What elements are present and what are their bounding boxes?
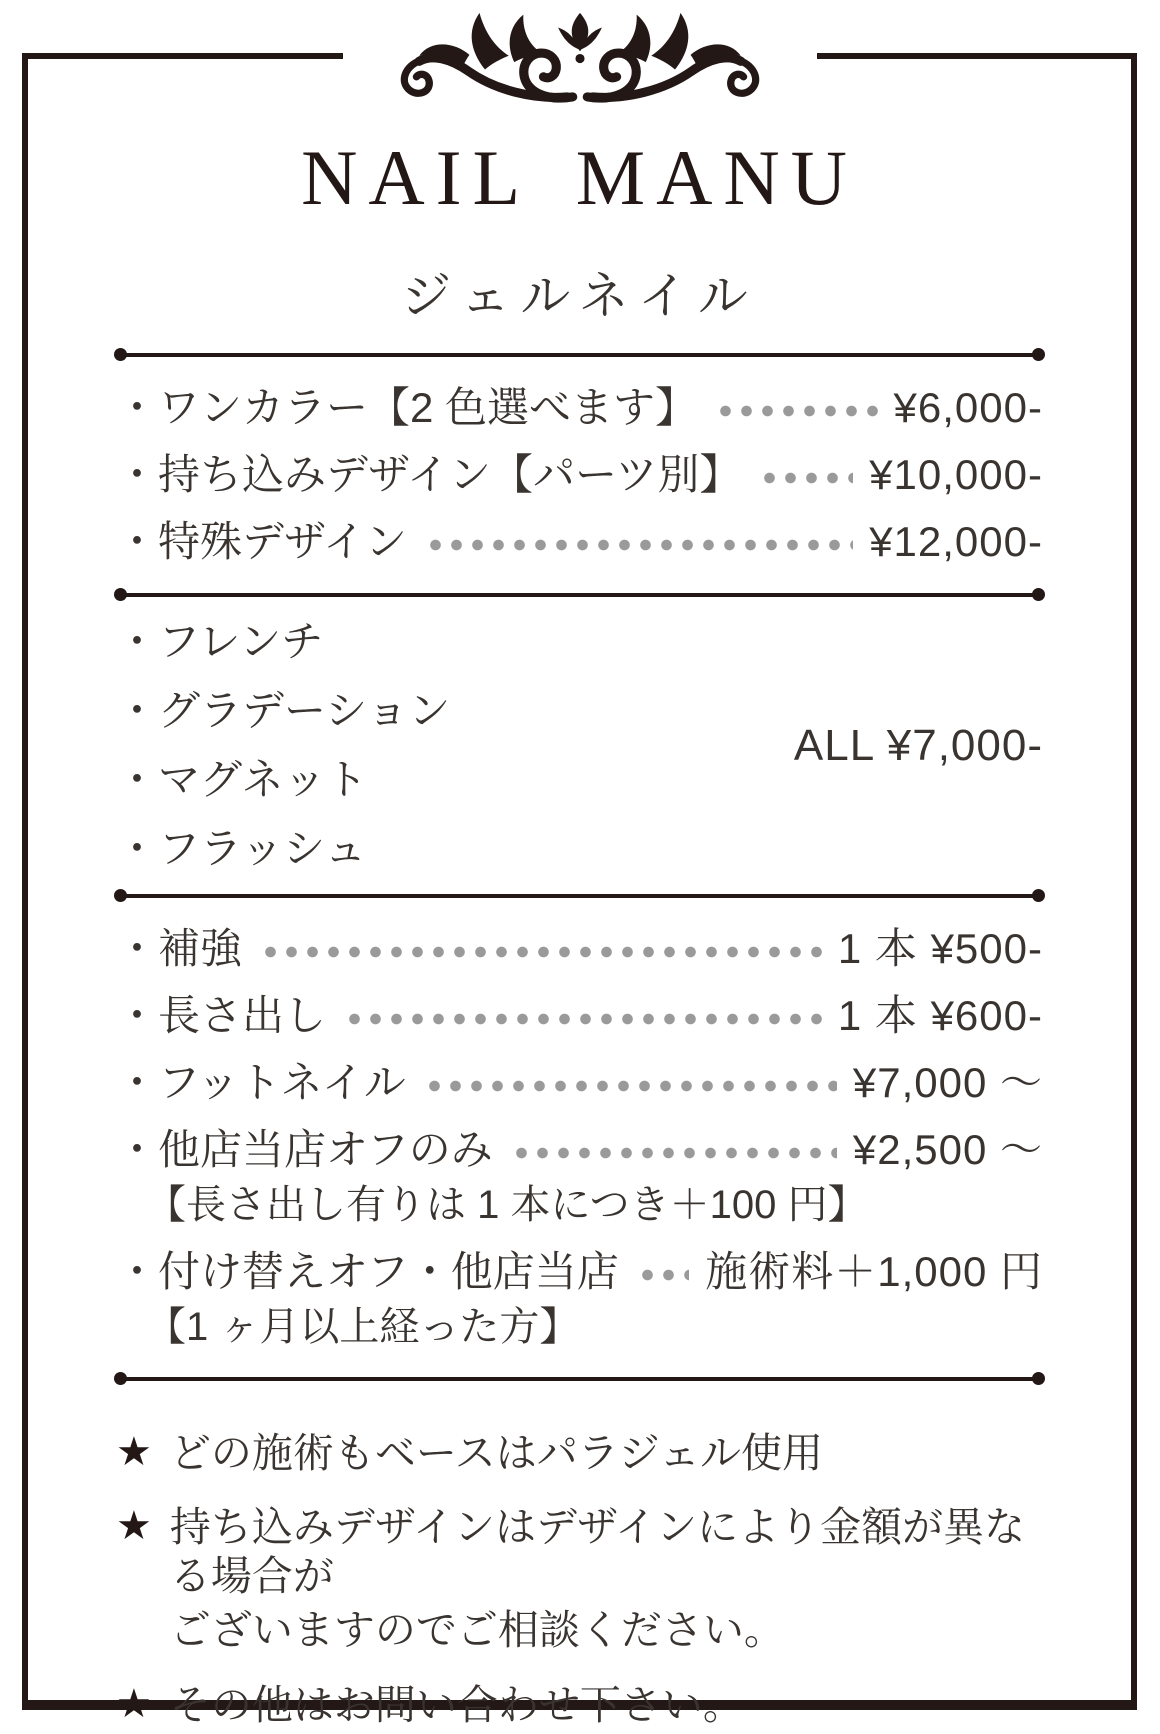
footnotes bbox=[116, 1381, 1043, 1729]
menu-item-row bbox=[116, 618, 794, 665]
dotted-leader bbox=[260, 946, 822, 958]
star-icon: ★ bbox=[116, 1681, 152, 1726]
price-section-all-7000 bbox=[116, 597, 1043, 894]
page-border-frame bbox=[22, 53, 1137, 1728]
item-price: ¥2,500 ～ bbox=[852, 1126, 1043, 1173]
item-price: 1 本 ¥600- bbox=[837, 992, 1043, 1039]
star-icon: ★ bbox=[116, 1430, 152, 1474]
item-label: ・フットネイル bbox=[116, 1059, 406, 1106]
menu-item-row bbox=[116, 1059, 1043, 1106]
footnote-row bbox=[116, 1681, 1043, 1729]
price-section-basic bbox=[116, 357, 1043, 593]
item-label: ・フラッシュ bbox=[116, 825, 367, 872]
dotted-leader bbox=[759, 472, 853, 484]
item-price: ¥7,000 ～ bbox=[852, 1059, 1043, 1106]
item-price: 施術料＋1,000 円 bbox=[705, 1248, 1043, 1295]
item-note: 【1 ヶ月以上経った方】 bbox=[146, 1305, 580, 1349]
item-label: ・持ち込みデザイン【パーツ別】 bbox=[116, 451, 742, 498]
design-list bbox=[116, 618, 794, 872]
item-label: ・長さ出し bbox=[116, 992, 327, 1039]
item-price: ¥6,000- bbox=[893, 384, 1043, 431]
all-items-price: ALL ¥7,000- bbox=[793, 720, 1043, 770]
item-label: ・フレンチ bbox=[116, 618, 324, 665]
dotted-leader bbox=[424, 1080, 837, 1092]
item-label: ・グラデーション bbox=[116, 687, 451, 734]
menu-item-row bbox=[116, 1248, 1043, 1295]
footnote-row bbox=[116, 1429, 1043, 1477]
dotted-leader bbox=[425, 539, 853, 551]
dotted-leader bbox=[511, 1147, 837, 1159]
item-note: 【長さ出し有りは 1 本につき＋100 円】 bbox=[146, 1183, 868, 1227]
section-divider bbox=[116, 1377, 1043, 1381]
footnote-text: 持ち込みデザインはデザインにより金額が異なる場合が ございますのでご相談ください。 bbox=[169, 1504, 1026, 1654]
menu-item-row bbox=[116, 384, 1043, 431]
item-label: ・他店当店オフのみ bbox=[116, 1126, 493, 1173]
item-label: ・特殊デザイン bbox=[116, 518, 408, 565]
footnote-text: どの施術もベースはパラジェル使用 bbox=[169, 1430, 823, 1476]
menu-item-row bbox=[116, 825, 794, 872]
item-label: ・ワンカラー【2 色選べます】 bbox=[116, 384, 698, 431]
item-label: ・補強 bbox=[116, 925, 243, 972]
item-price: 1 本 ¥500- bbox=[837, 925, 1043, 972]
dotted-leader bbox=[715, 405, 878, 417]
menu-item-row bbox=[116, 1126, 1043, 1173]
menu-item-row bbox=[116, 518, 1043, 565]
menu-item-row bbox=[116, 992, 1043, 1039]
price-section-options bbox=[116, 898, 1043, 1377]
menu-item-row bbox=[116, 687, 794, 734]
menu-item-row bbox=[116, 451, 1043, 498]
menu-item-row bbox=[116, 925, 1043, 972]
section-divider bbox=[116, 353, 1043, 357]
star-icon: ★ bbox=[116, 1504, 152, 1549]
item-label: ・マグネット bbox=[116, 756, 368, 803]
dotted-leader bbox=[344, 1013, 822, 1025]
section-heading-gel-nail: ジェルネイル bbox=[401, 268, 758, 324]
menu-item-row bbox=[116, 756, 794, 803]
footnote-row bbox=[116, 1503, 1043, 1654]
item-label: ・付け替えオフ・他店当店 bbox=[116, 1248, 619, 1295]
footnote-text: その他はお問い合わせ下さい。 bbox=[169, 1681, 744, 1728]
section-divider bbox=[116, 593, 1043, 597]
floral-flourish-icon bbox=[343, 8, 817, 120]
page-title: NAIL MANU bbox=[301, 134, 858, 221]
item-price: ¥10,000- bbox=[869, 451, 1043, 498]
dotted-leader bbox=[637, 1269, 689, 1281]
item-price: ¥12,000- bbox=[869, 518, 1043, 565]
menu-content bbox=[28, 134, 1131, 1729]
section-divider bbox=[116, 894, 1043, 898]
